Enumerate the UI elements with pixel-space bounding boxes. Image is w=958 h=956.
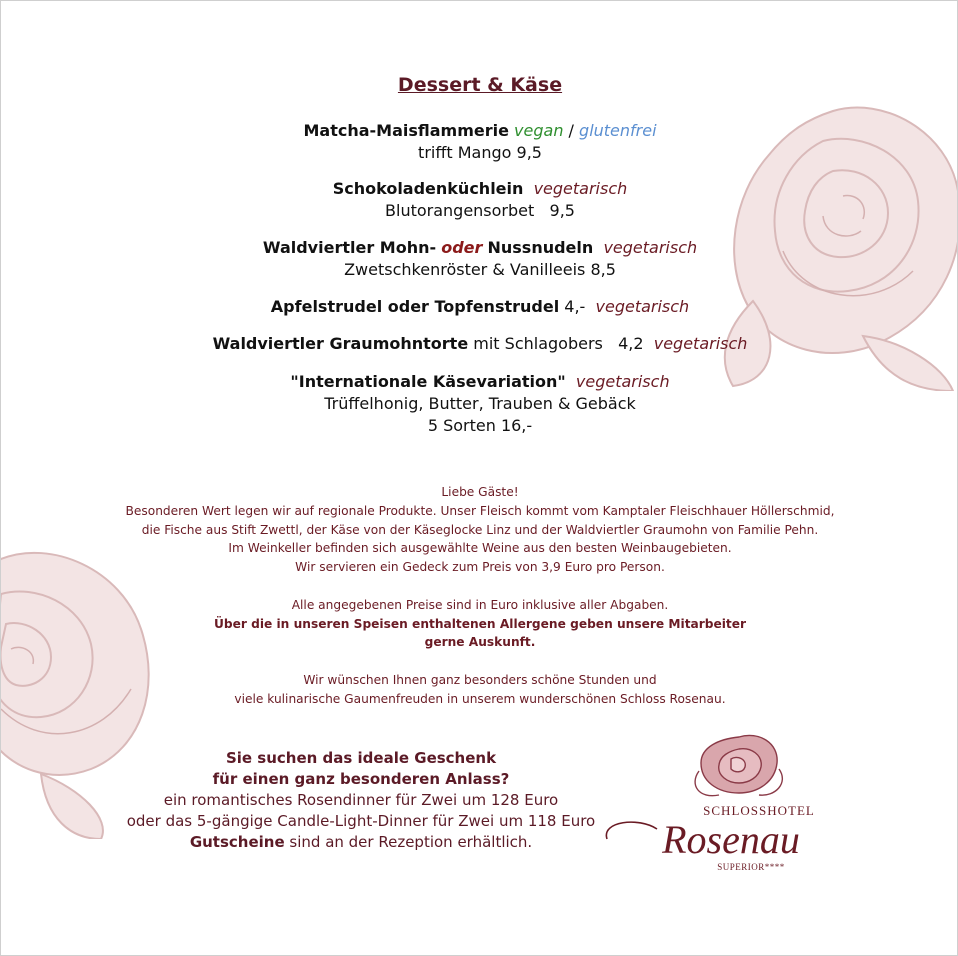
notice-line: Im Weinkeller befinden sich ausgewählte Weine aus den besten Weinbaugebieten. <box>228 541 732 556</box>
vegetarian-tag: vegetarisch <box>603 238 698 257</box>
item-description: Trüffelhonig, Butter, Trauben & Gebäck <box>324 394 636 413</box>
menu-item-schokoladenkuechlein <box>1 178 958 222</box>
gift-headline-cont: für einen ganz besonderen Anlass? <box>212 770 510 788</box>
schlosshotel-rosenau-logo <box>599 729 831 877</box>
item-description: trifft Mango 9,5 <box>418 143 542 162</box>
item-price-line: 5 Sorten 16,- <box>427 416 533 435</box>
vegetarian-tag: vegetarisch <box>653 334 748 353</box>
item-name: Schokoladenküchlein <box>332 179 524 198</box>
item-name: Waldviertler Graumohntorte <box>212 334 469 353</box>
wish-line: viele kulinarische Gaumenfreuden in unserem wunderschönen Schloss Rosenau. <box>234 691 726 706</box>
glutenfree-tag: glutenfrei <box>579 121 657 140</box>
menu-item-kaesevariation <box>1 371 958 437</box>
item-name: Matcha-Maisflammerie <box>303 121 509 140</box>
vegetarian-tag: vegetarisch <box>595 297 690 316</box>
menu-item-nussnudeln <box>1 237 958 281</box>
item-name-part-1: Waldviertler Mohn- <box>262 238 437 257</box>
item-name-part-2: Nussnudeln <box>487 238 594 257</box>
notice-line: die Fische aus Stift Zwettl, der Käse von der Käseglocke Linz und der Waldviertler Graumohn von Familie Pehn. <box>141 522 819 537</box>
gift-headline: Sie suchen das ideale Geschenk <box>225 749 497 767</box>
menu-item-strudel <box>1 296 958 318</box>
menu-section-title: Dessert & Käse <box>397 74 563 96</box>
tag-separator: / <box>563 121 580 140</box>
item-description: Zwetschkenröster & Vanilleeis 8,5 <box>344 260 616 279</box>
logo-swash <box>606 822 657 839</box>
item-extra: mit Schlagobers 4,2 <box>473 334 644 353</box>
notice-line: Wir servieren ein Gedeck zum Preis von 3,9 Euro pro Person. <box>295 560 665 575</box>
logo-name-text: Rosenau <box>662 817 800 862</box>
notice-line: Besonderen Wert legen wir auf regionale Produkte. Unser Fleisch kommt vom Kamptaler Fleischhauer Höllerschmid, <box>125 503 835 518</box>
notice-greeting: Liebe Gäste! <box>441 485 519 499</box>
prices-note: Alle angegebenen Preise sind in Euro inklusive aller Abgaben. <box>291 597 669 612</box>
gift-offer-candlelight: oder das 5-gängige Candle-Light-Dinner für Zwei um 118 Euro <box>126 812 596 830</box>
gift-offer-rosendinner: ein romantisches Rosendinner für Zwei um 128 Euro <box>163 791 559 809</box>
oder-word: oder <box>441 238 483 257</box>
item-name: Apfelstrudel oder Topfenstrudel <box>270 297 560 316</box>
allergens-note-cont: gerne Auskunft. <box>424 635 536 650</box>
guest-notice <box>1 483 958 709</box>
wish-line: Wir wünschen Ihnen ganz besonders schöne Stunden und <box>303 672 657 687</box>
vegetarian-tag: vegetarisch <box>575 372 670 391</box>
gift-voucher-block <box>121 748 601 853</box>
vegetarian-tag: vegetarisch <box>533 179 628 198</box>
vegan-tag: vegan <box>514 121 564 140</box>
item-price: 4,- <box>564 297 586 316</box>
logo-bottom-text: SUPERIOR**** <box>717 862 785 872</box>
logo-top-text: SCHLOSSHOTEL <box>703 803 815 818</box>
item-name: "Internationale Käsevariation" <box>290 372 566 391</box>
item-description: Blutorangensorbet 9,5 <box>385 201 575 220</box>
menu-item-matcha <box>1 120 958 164</box>
gutscheine-label: Gutscheine <box>189 833 285 851</box>
allergens-note: Über die in unseren Speisen enthaltenen Allergene geben unsere Mitarbeiter <box>213 616 747 631</box>
menu-item-graumohntorte <box>1 333 958 355</box>
gift-availability: sind an der Rezeption erhältlich. <box>284 833 533 851</box>
logo-rose-icon <box>695 735 782 795</box>
